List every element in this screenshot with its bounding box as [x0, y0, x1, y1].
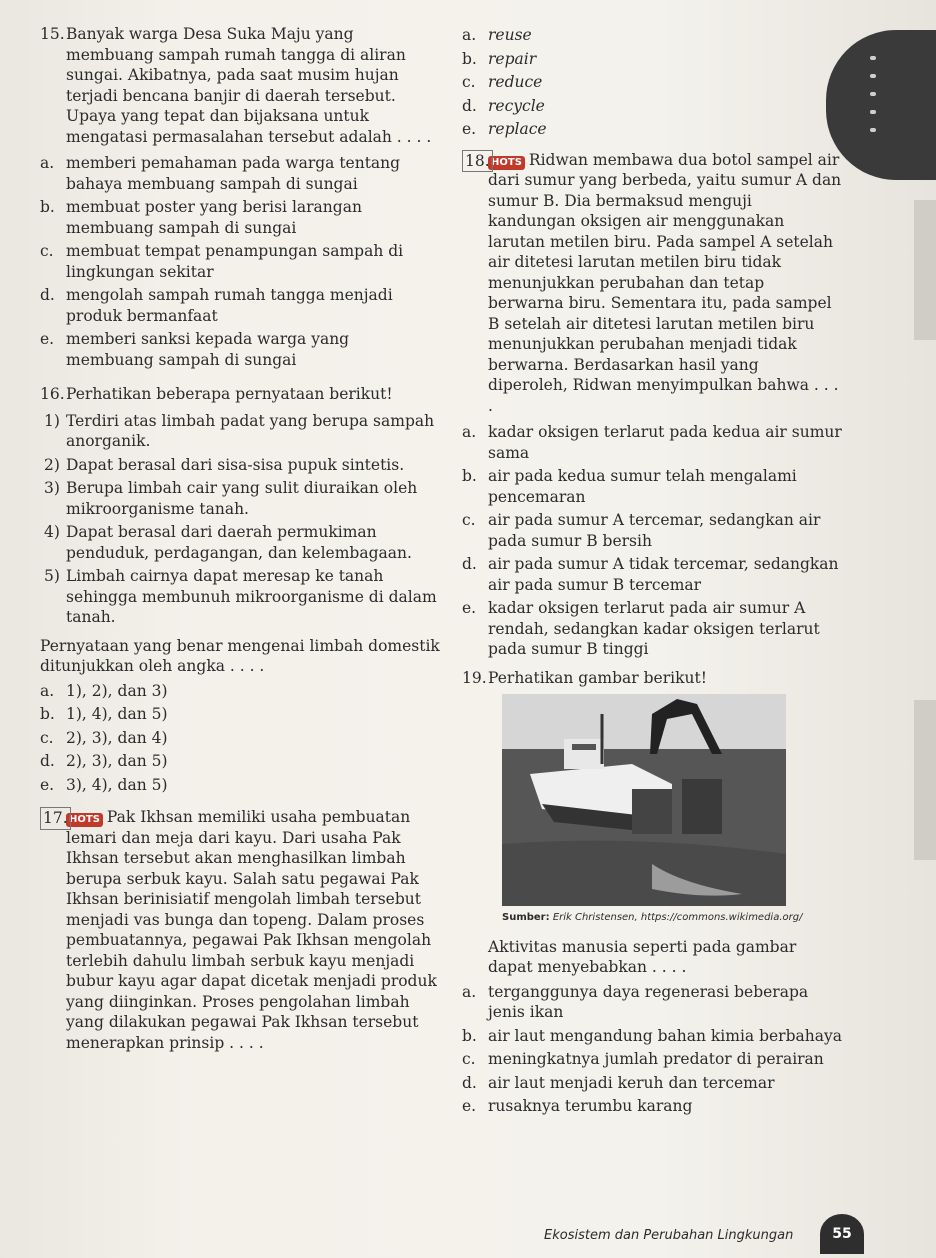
option-e[interactable]: e. kadar oksigen terlarut pada air sumur A rendah, sedangkan kadar oksigen terlarut pada sumur B tinggi	[462, 599, 820, 658]
hots-badge: HOTS	[488, 156, 525, 170]
question-15	[40, 24, 440, 147]
margin-stripe	[914, 700, 936, 860]
option-c[interactable]: c. meningkatnya jumlah predator di perairan	[462, 1050, 824, 1068]
option-a[interactable]: a. memberi pemahaman pada warga tentang bahaya membuang sampah di sungai	[40, 154, 401, 193]
question-number: 16.	[40, 385, 65, 403]
question-text: Perhatikan gambar berikut!	[488, 668, 707, 687]
ship-illustration	[502, 694, 786, 906]
option-b[interactable]: b. 1), 4), dan 5)	[40, 705, 168, 723]
question-text: Perhatikan beberapa pernyataan berikut!	[66, 385, 393, 403]
option-c[interactable]: c. reduce	[462, 73, 543, 91]
question-18-options	[462, 422, 842, 660]
trawler-ship-photo	[502, 694, 786, 906]
question-17-options	[462, 25, 842, 140]
option-d[interactable]: d. 2), 3), dan 5)	[40, 752, 168, 770]
option-a[interactable]: a. terganggunya daya regenerasi beberapa jenis ikan	[462, 982, 809, 1021]
question-number: 19.	[462, 668, 487, 687]
option-d[interactable]: d. mengolah sampah rumah tangga menjadi produk bermanfaat	[40, 286, 393, 325]
option-e[interactable]: e. replace	[462, 120, 547, 138]
footer-title: Ekosistem dan Perubahan Lingkungan	[544, 1228, 794, 1243]
statement-3: 3) Berupa limbah cair yang sulit diuraikan oleh mikroorganisme tanah.	[44, 479, 418, 518]
option-a[interactable]: a. kadar oksigen terlarut pada kedua air sumur sama	[462, 423, 842, 462]
image-credit: Sumber: Erik Christensen, https://commons.wikimedia.org/	[502, 912, 803, 923]
option-d[interactable]: d. air pada sumur A tidak tercemar, sedangkan air pada sumur B tercemar	[462, 555, 839, 594]
question-text: Ridwan membawa dua botol sampel air dari sumur yang berbeda, yaitu sumur A dan sumur B. Dia bermaksud menguji kandungan oksigen air menggunakan larutan metilen biru. Pada sampel A setelah air ditetesi larutan metilen biru tidak menunjukkan perubahan dan tetap berwarna biru. Sementara itu, pada sampel B setelah air ditetesi larutan metilen biru menunjukkan perubahan menjadi tidak berwarna. Berdasarkan hasil yang diperoleh, Ridwan menyimpulkan bahwa . . . .	[488, 150, 842, 415]
question-16-prompt: Pernyataan yang benar mengenai limbah domestik ditunjukkan oleh angka . . . .	[40, 636, 440, 675]
option-e[interactable]: e. 3), 4), dan 5)	[40, 775, 168, 794]
option-d[interactable]: d. air laut menjadi keruh dan tercemar	[462, 1073, 775, 1092]
question-16-options	[40, 681, 440, 796]
statement-1: 1) Terdiri atas limbah padat yang berupa sampah anorganik.	[44, 411, 435, 450]
option-c[interactable]: c. air pada sumur A tercemar, sedangkan air pada sumur B bersih	[462, 511, 821, 550]
statement-5: 5) Limbah cairnya dapat meresap ke tanah sehingga membunuh mikroorganisme di dalam tanah.	[44, 567, 437, 626]
option-b[interactable]: b. membuat poster yang berisi larangan membuang sampah di sungai	[40, 198, 362, 237]
option-a[interactable]: a. reuse	[462, 26, 532, 44]
option-b[interactable]: b. repair	[462, 49, 537, 68]
option-c[interactable]: c. membuat tempat penampungan sampah di lingkungan sekitar	[40, 242, 404, 281]
question-number: 18.	[462, 150, 493, 173]
question-17	[40, 807, 440, 1053]
option-b[interactable]: b. air laut mengandung bahan kimia berbahaya	[462, 1026, 842, 1045]
question-16-statements	[40, 411, 440, 628]
page-number: 55	[820, 1214, 864, 1254]
statement-4: 4) Dapat berasal dari daerah permukiman penduduk, perdagangan, dan kelembagaan.	[44, 523, 412, 562]
hots-badge: HOTS	[66, 813, 103, 827]
statement-2: 2) Dapat berasal dari sisa-sisa pupuk sintetis.	[44, 455, 405, 474]
option-e[interactable]: e. memberi sanksi kepada warga yang membuang sampah di sungai	[40, 330, 350, 369]
option-a[interactable]: a. 1), 2), dan 3)	[40, 681, 168, 700]
margin-stripe	[914, 200, 936, 340]
question-text: Pak Ikhsan memiliki usaha pembuatan lemari dan meja dari kayu. Dari usaha Pak Ikhsan tersebut akan menghasilkan limbah berupa serbuk kayu. Salah satu pegawai Pak Ikhsan berinisiatif mengolah limbah tersebut menjadi vas bunga dan topeng. Dalam proses pembuatannya, pegawai Pak Ikhsan mengolah terlebih dahulu limbah serbuk kayu menjadi bubur kayu agar dapat dicetak menjadi produk yang diinginkan. Proses pengolahan limbah yang dilakukan pegawai Pak Ikhsan tersebut menerapkan prinsip . . . .	[66, 808, 437, 1052]
left-column	[40, 24, 440, 1059]
question-number: 15.	[40, 25, 65, 43]
option-b[interactable]: b. air pada kedua sumur telah mengalami pencemaran	[462, 467, 797, 506]
question-text: Banyak warga Desa Suka Maju yang membuang sampah rumah tangga di aliran sungai. Akibatnya, pada saat musim hujan terjadi bencana banjir di daerah tersebut. Upaya yang tepat dan bijaksana untuk mengatasi permasalahan tersebut adalah . . . .	[66, 25, 432, 146]
question-19	[462, 668, 842, 689]
question-16	[40, 384, 440, 405]
question-19-prompt: Aktivitas manusia seperti pada gambar dapat menyebabkan . . . .	[488, 937, 797, 976]
question-18	[462, 150, 842, 417]
question-number: 17.	[40, 807, 71, 830]
option-d[interactable]: d. recycle	[462, 96, 545, 115]
question-19-options	[462, 982, 842, 1117]
option-c[interactable]: c. 2), 3), dan 4)	[40, 728, 168, 747]
question-15-options	[40, 153, 440, 370]
right-column	[462, 24, 842, 1120]
option-e[interactable]: e. rusaknya terumbu karang	[462, 1097, 693, 1115]
